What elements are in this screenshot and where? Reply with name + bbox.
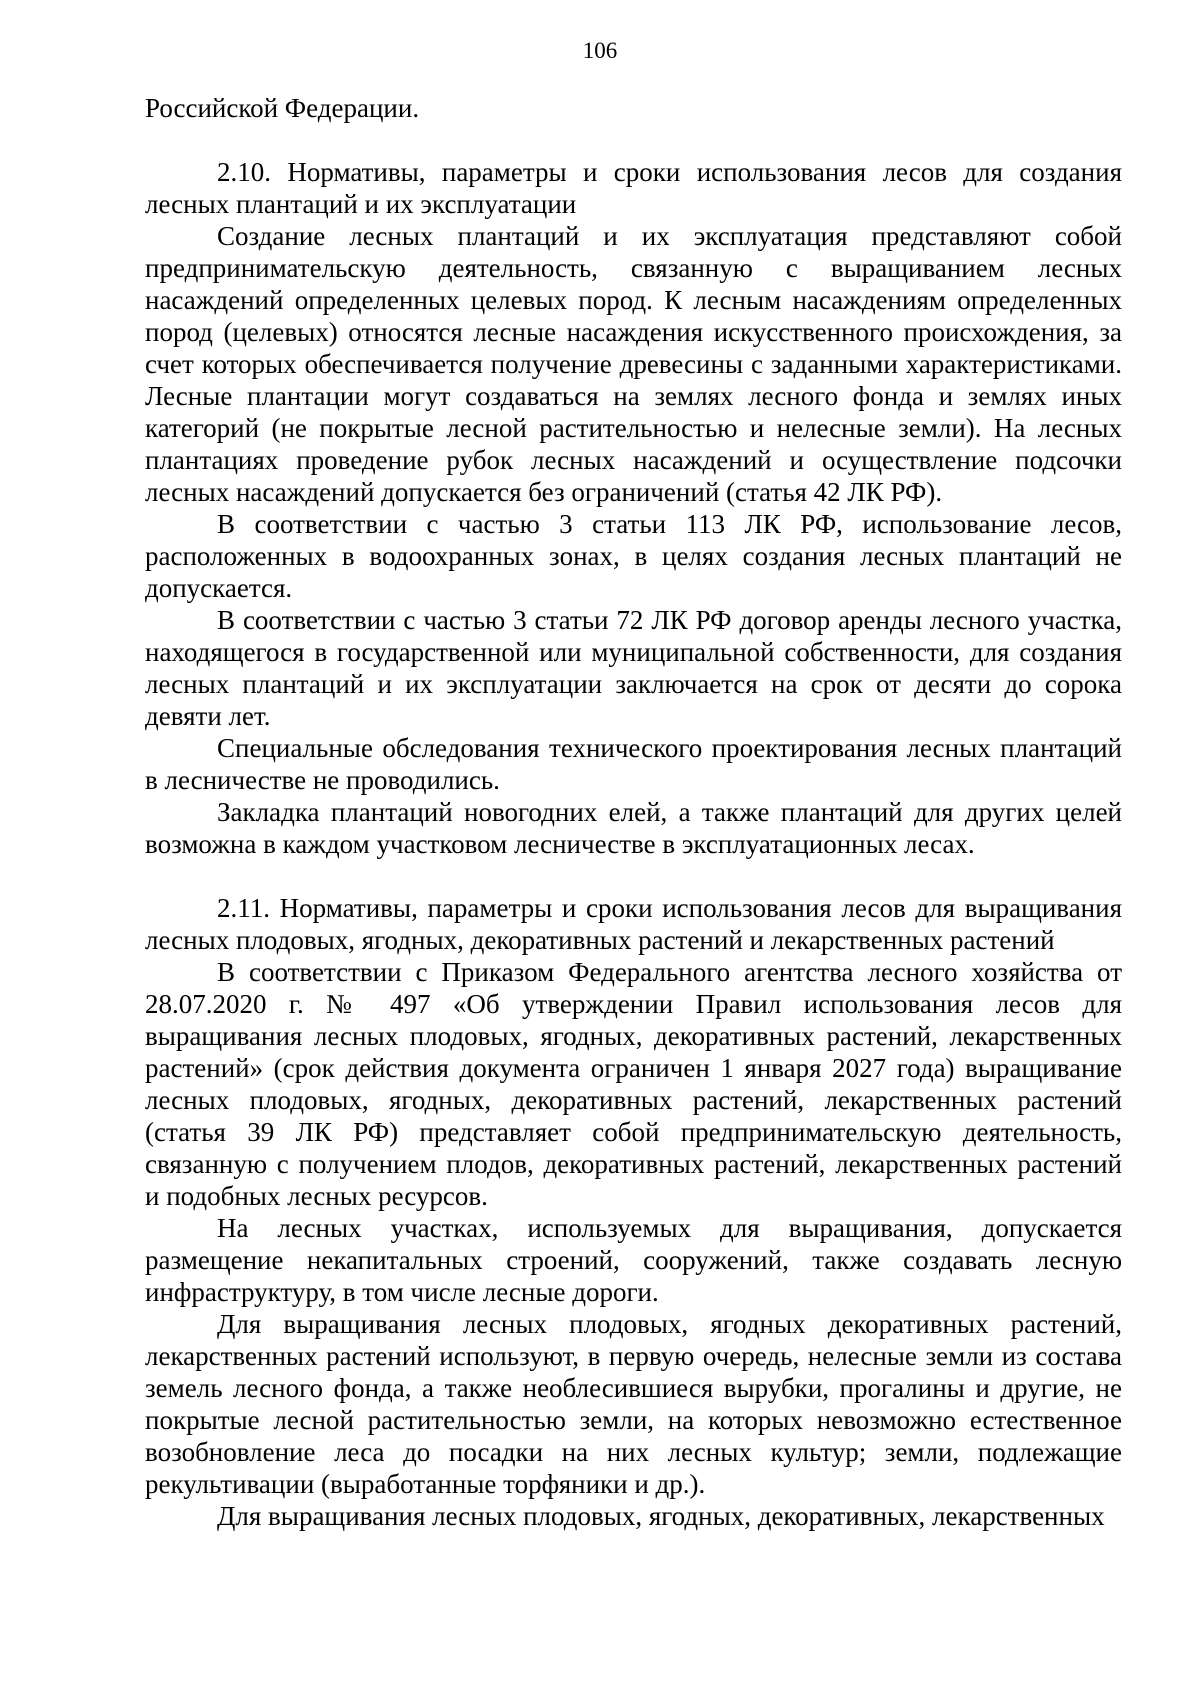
section-heading-2-10: 2.10. Нормативы, параметры и сроки использования лесов для создания лесных плантаций и их эксплуатации xyxy=(145,157,1122,219)
paragraph: В соответствии с Приказом Федерального агентства лесного хозяйства от 28.07.2020 г. № 497 «Об утверждении Правил использования лесов для выращивания лесных плодовых, ягодных, декоративных растений, лекарственных растений» (срок действия документа ограничен 1 января 2027 года) выращивание лесных плодовых, ягодных, декоративных растений, лекарственных растений (статья 39 ЛК РФ) представляет собой предпринимательскую деятельность, связанную с получением плодов, декоративных растений, лекарственных растений и подобных лесных ресурсов. xyxy=(145,957,1122,1211)
section-heading-2-11: 2.11. Нормативы, параметры и сроки использования лесов для выращивания лесных плодовых, ягодных, декоративных растений и лекарственных растений xyxy=(145,893,1122,955)
paragraph: В соответствии с частью 3 статьи 113 ЛК РФ, использование лесов, расположенных в водоохранных зонах, в целях создания лесных плантаций не допускается. xyxy=(145,509,1122,603)
paragraph: В соответствии с частью 3 статьи 72 ЛК РФ договор аренды лесного участка, находящегося в государственной или муниципальной собственности, для создания лесных плантаций и их эксплуатации заключается на срок от десяти до сорока девяти лет. xyxy=(145,605,1122,731)
paragraph-continuation: Российской Федерации. xyxy=(145,93,420,123)
document-body xyxy=(145,92,1122,1532)
paragraph-truncated: Для выращивания лесных плодовых, ягодных, декоративных, лекарственных xyxy=(217,1501,1105,1531)
paragraph: Закладка плантаций новогодних елей, а также плантаций для других целей возможна в каждом участковом лесничестве в эксплуатационных лесах. xyxy=(145,797,1122,859)
page-number: 106 xyxy=(582,38,618,63)
paragraph: Для выращивания лесных плодовых, ягодных декоративных растений, лекарственных растений используют, в первую очередь, нелесные земли из состава земель лесного фонда, а также необлесившиеся вырубки, прогалины и другие, не покрытые лесной растительностью земли, на которых невозможно естественное возобновление леса до посадки на них лесных культур; земли, подлежащие рекультивации (выработанные торфяники и др.). xyxy=(145,1309,1122,1499)
paragraph: Специальные обследования технического проектирования лесных плантаций в лесничестве не проводились. xyxy=(145,733,1122,795)
paragraph: Создание лесных плантаций и их эксплуатация представляют собой предпринимательскую деятельность, связанную с выращиванием лесных насаждений определенных целевых пород. К лесным насаждениям определенных пород (целевых) относятся лесные насаждения искусственного происхождения, за счет которых обеспечивается получение древесины с заданными характеристиками. Лесные плантации могут создаваться на землях лесного фонда и землях иных категорий (не покрытые лесной растительностью и нелесные земли). На лесных плантациях проведение рубок лесных насаждений и осуществление подсочки лесных насаждений допускается без ограничений (статья 42 ЛК РФ). xyxy=(145,221,1122,507)
paragraph: На лесных участках, используемых для выращивания, допускается размещение некапитальных строений, сооружений, также создавать лесную инфраструктуру, в том числе лесные дороги. xyxy=(145,1213,1122,1307)
